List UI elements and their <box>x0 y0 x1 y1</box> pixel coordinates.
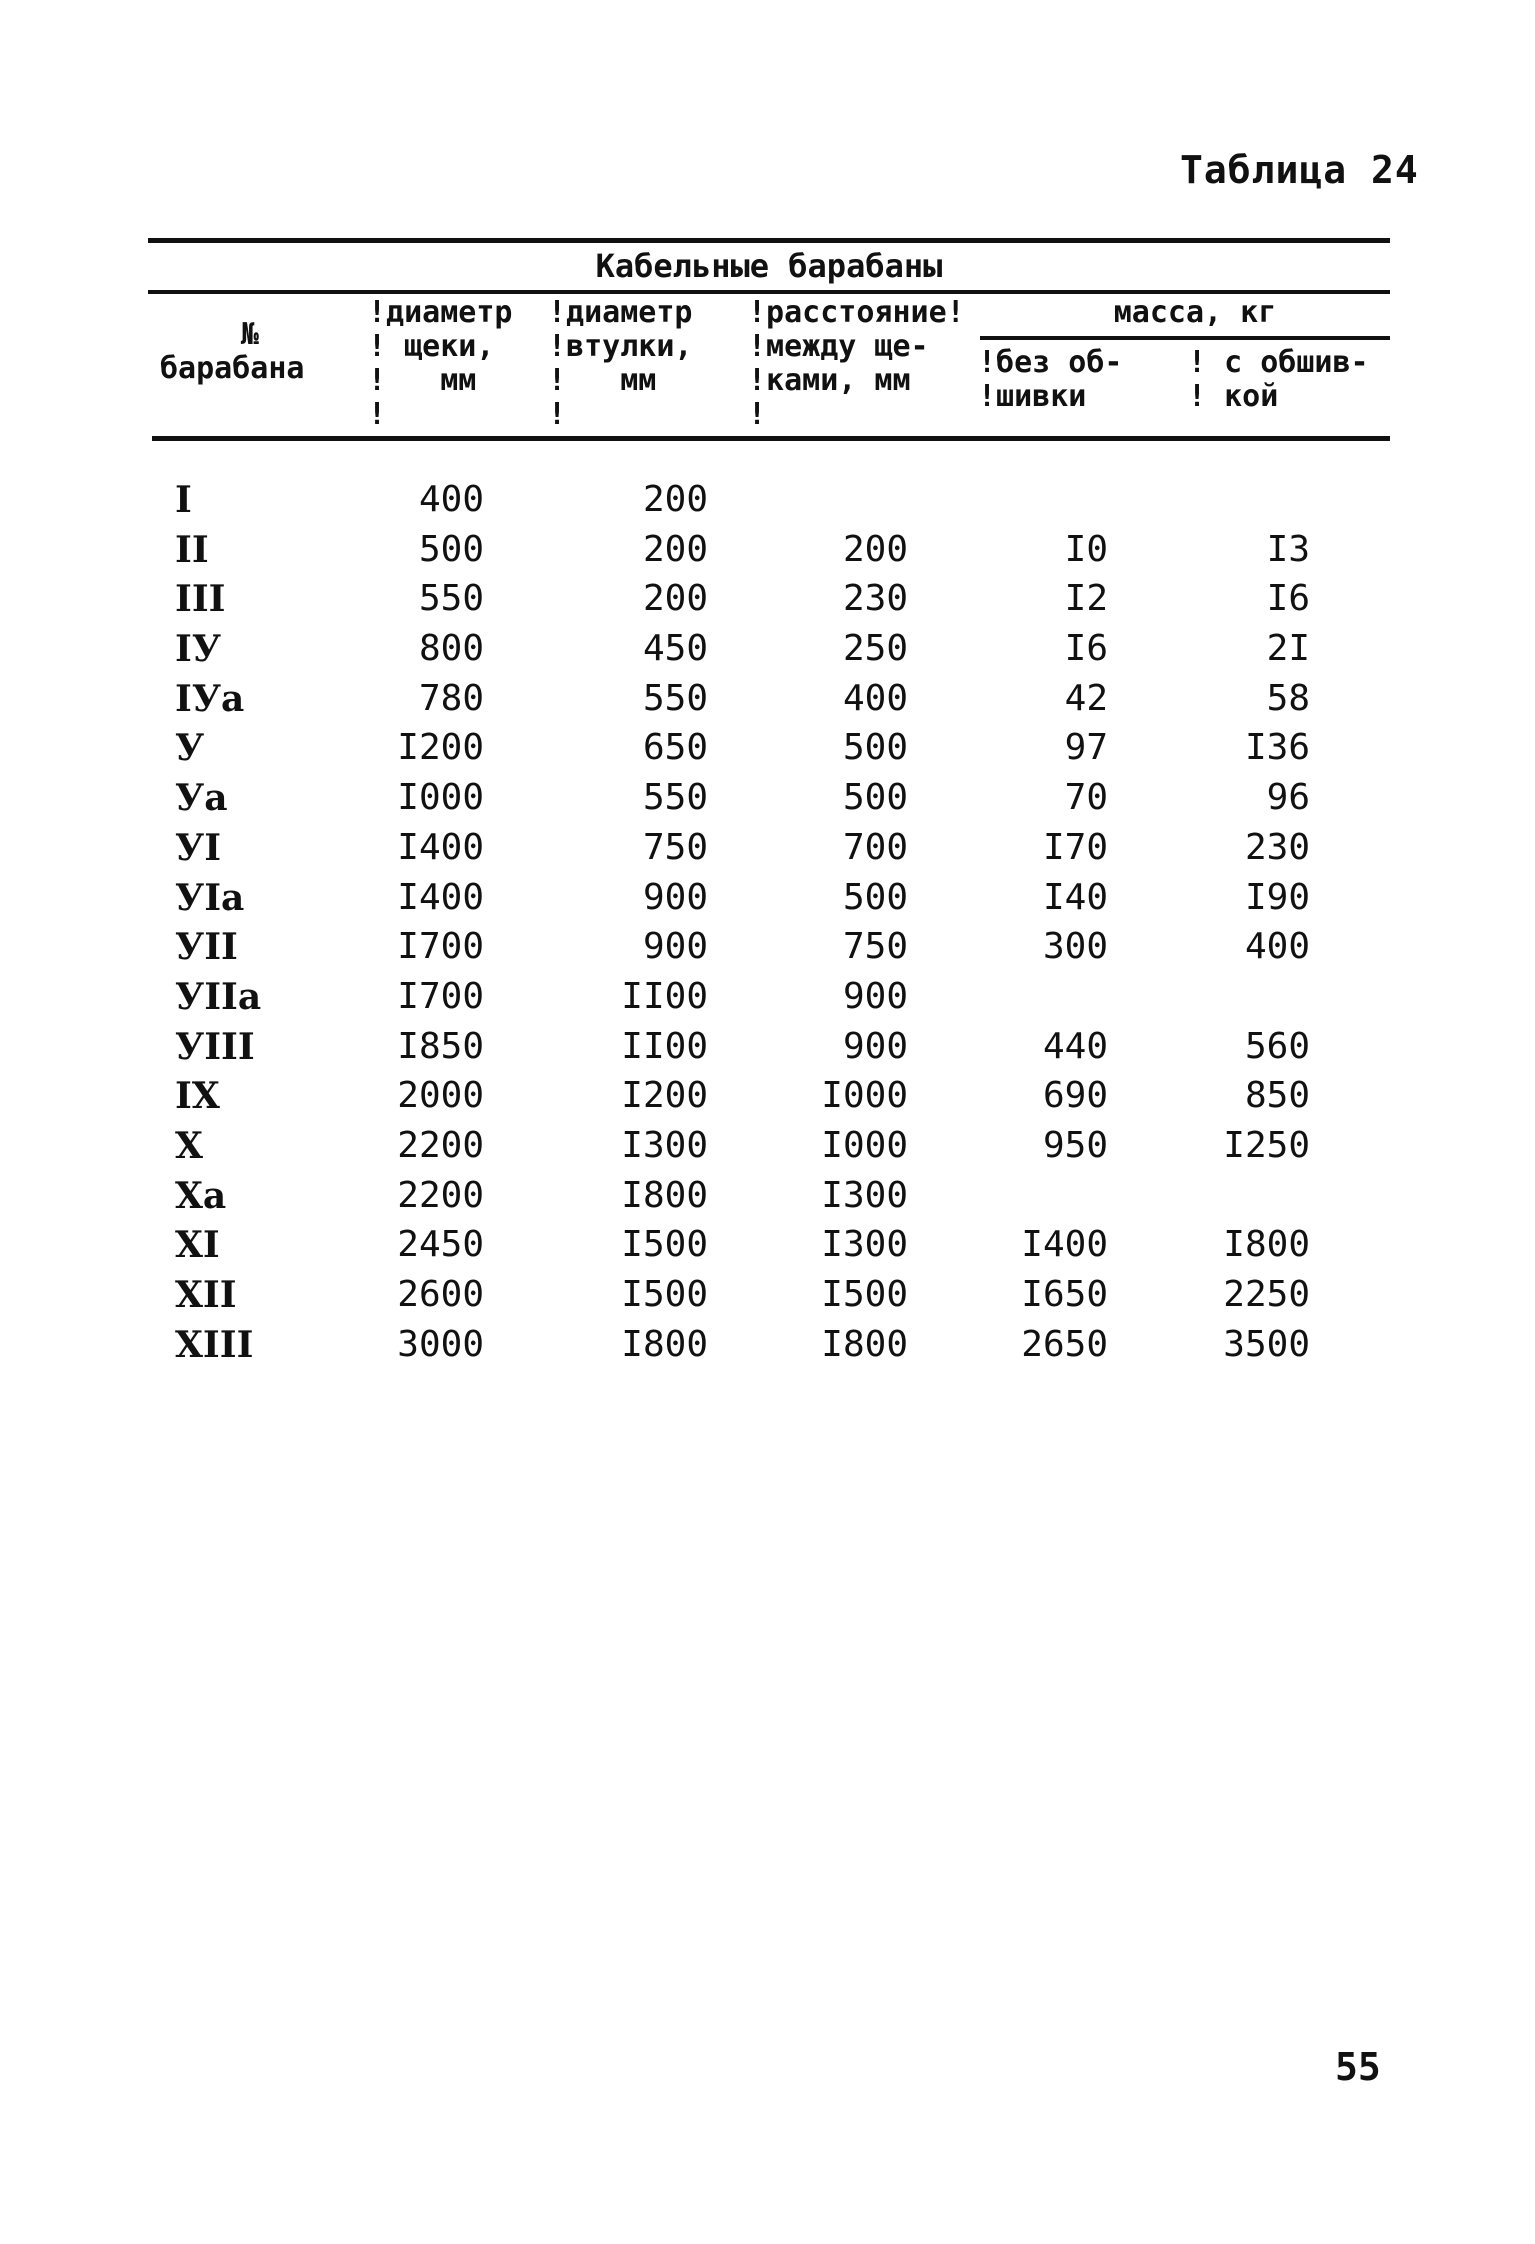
cell-cheek-distance: 250 <box>842 628 908 670</box>
cell-mass-without: 440 <box>1042 1025 1108 1067</box>
cell-mass-without: I0 <box>1064 528 1108 570</box>
cell-drum-number: У <box>175 727 205 770</box>
cell-sleeve-diameter: I300 <box>621 1124 708 1166</box>
cell-cheek-diameter: 550 <box>418 578 484 620</box>
cell-cheek-distance: 750 <box>842 926 908 968</box>
cell-drum-number: УII <box>175 926 238 969</box>
table-row <box>0 773 1535 823</box>
cell-mass-with: 2I <box>1266 628 1310 670</box>
cell-sleeve-diameter: I500 <box>621 1274 708 1315</box>
header-bottom-rule <box>152 436 1390 441</box>
table-row <box>0 624 1535 674</box>
cell-cheek-distance: I000 <box>821 1124 908 1166</box>
cell-cheek-diameter: I850 <box>397 1025 484 1067</box>
cell-mass-without: 950 <box>1042 1124 1108 1166</box>
table-row <box>0 1022 1535 1072</box>
cell-mass-without: 300 <box>1042 926 1108 968</box>
cell-drum-number: XII <box>175 1274 237 1316</box>
cell-drum-number: X <box>175 1124 203 1167</box>
cell-cheek-diameter: I400 <box>397 876 484 918</box>
cell-mass-with: I250 <box>1223 1124 1310 1166</box>
cell-sleeve-diameter: 650 <box>642 727 708 769</box>
cell-cheek-diameter: 2200 <box>397 1124 484 1166</box>
cell-mass-with: 560 <box>1244 1025 1310 1067</box>
cell-cheek-distance: 230 <box>842 578 908 620</box>
cell-mass-with: 3500 <box>1223 1323 1310 1365</box>
cell-cheek-distance: 700 <box>842 826 908 868</box>
table-row <box>0 1320 1535 1370</box>
cell-mass-without: I70 <box>1042 826 1108 868</box>
cell-drum-number: IУ <box>175 628 222 671</box>
table-row <box>0 475 1535 525</box>
table-row <box>0 574 1535 624</box>
cell-mass-without: 70 <box>1064 777 1108 819</box>
cell-mass-without: 97 <box>1064 727 1108 769</box>
cell-mass-without: 2650 <box>1021 1323 1108 1365</box>
cell-cheek-distance: 500 <box>842 727 908 769</box>
table-caption: Кабельные барабаны <box>595 247 943 285</box>
cell-mass-with: I6 <box>1266 578 1310 620</box>
cell-cheek-diameter: 2600 <box>397 1274 484 1315</box>
table-row <box>0 525 1535 575</box>
header-cheek-diameter: !диаметр ! щеки, ! мм ! <box>368 295 513 432</box>
table-row <box>0 873 1535 923</box>
table-row <box>0 723 1535 773</box>
cell-cheek-distance: I800 <box>821 1323 908 1365</box>
table-row <box>0 972 1535 1022</box>
table-top-rule <box>148 238 1390 243</box>
cell-drum-number: XI <box>175 1224 220 1267</box>
cell-mass-without: I650 <box>1021 1274 1108 1315</box>
cell-cheek-diameter: 800 <box>418 628 484 670</box>
cell-sleeve-diameter: 550 <box>642 677 708 719</box>
cell-drum-number: УIа <box>175 876 245 919</box>
header-mass-with-sheathing: ! с обшив- ! кой <box>1188 345 1369 414</box>
header-sleeve-diameter: !диаметр !втулки, ! мм ! <box>548 295 693 432</box>
cell-cheek-distance: I500 <box>821 1274 908 1315</box>
table-row <box>0 1071 1535 1121</box>
cell-mass-without: I400 <box>1021 1224 1108 1266</box>
cell-sleeve-diameter: 200 <box>642 528 708 570</box>
cell-mass-with: I800 <box>1223 1224 1310 1266</box>
cell-cheek-diameter: 2450 <box>397 1224 484 1266</box>
header-drum-number-sign: № <box>240 317 260 352</box>
cell-mass-without: 42 <box>1064 677 1108 719</box>
cell-cheek-diameter: I000 <box>397 777 484 819</box>
cell-mass-without: I2 <box>1064 578 1108 620</box>
table-row <box>0 1220 1535 1270</box>
cell-cheek-distance: 200 <box>842 528 908 570</box>
cell-mass-with: 96 <box>1266 777 1310 819</box>
table-body <box>0 475 1535 1369</box>
cell-mass-with: I90 <box>1244 876 1310 918</box>
cell-drum-number: XIII <box>175 1323 254 1366</box>
cell-drum-number: УIII <box>175 1025 255 1068</box>
cell-cheek-diameter: 500 <box>418 528 484 570</box>
cell-sleeve-diameter: 200 <box>642 578 708 620</box>
cell-cheek-distance: I300 <box>821 1174 908 1216</box>
cell-mass-with: 58 <box>1266 677 1310 719</box>
cell-mass-with: 400 <box>1244 926 1310 968</box>
page-number: 55 <box>1335 2045 1381 2089</box>
mass-subheader-rule <box>980 336 1390 340</box>
table-label: Таблица 24 <box>1180 148 1419 192</box>
cell-sleeve-diameter: I800 <box>621 1323 708 1365</box>
cell-drum-number: II <box>175 528 209 571</box>
header-mass: масса, кг <box>1113 295 1277 330</box>
cell-cheek-distance: 500 <box>842 777 908 819</box>
cell-sleeve-diameter: II00 <box>621 975 708 1017</box>
cell-mass-with: 850 <box>1244 1075 1310 1117</box>
cell-sleeve-diameter: 200 <box>642 479 708 520</box>
cell-drum-number: I <box>175 479 192 521</box>
cell-drum-number: IУа <box>175 677 245 720</box>
cell-cheek-diameter: 2000 <box>397 1075 484 1117</box>
cell-sleeve-diameter: 900 <box>642 876 708 918</box>
cell-cheek-distance: I300 <box>821 1224 908 1266</box>
cell-cheek-distance: 500 <box>842 876 908 918</box>
cell-mass-with: 230 <box>1244 826 1310 868</box>
header-cheek-distance: !расстояние! !между ще- !ками, мм ! <box>748 295 965 432</box>
cell-cheek-diameter: 3000 <box>397 1323 484 1365</box>
cell-cheek-diameter: 2200 <box>397 1174 484 1216</box>
table-row <box>0 1270 1535 1320</box>
cell-sleeve-diameter: 550 <box>642 777 708 819</box>
cell-cheek-diameter: I700 <box>397 926 484 968</box>
cell-drum-number: Xа <box>175 1174 227 1217</box>
cell-drum-number: УI <box>175 826 222 869</box>
cell-drum-number: УIIа <box>175 975 262 1018</box>
cell-sleeve-diameter: I200 <box>621 1075 708 1117</box>
header-drum-number: барабана <box>160 351 305 386</box>
cell-cheek-diameter: I200 <box>397 727 484 769</box>
cell-mass-with: I3 <box>1266 528 1310 570</box>
cell-drum-number: III <box>175 578 226 621</box>
header-mass-without-sheathing: !без об- !шивки <box>978 345 1123 414</box>
cell-cheek-diameter: 780 <box>418 677 484 719</box>
cell-cheek-distance: 900 <box>842 975 908 1017</box>
caption-rule <box>148 290 1390 294</box>
table-row <box>0 1121 1535 1171</box>
cell-cheek-distance: 400 <box>842 677 908 719</box>
cell-mass-without: 690 <box>1042 1075 1108 1117</box>
cell-mass-without: I40 <box>1042 876 1108 918</box>
cell-sleeve-diameter: I800 <box>621 1174 708 1216</box>
cell-mass-without: I6 <box>1064 628 1108 670</box>
cell-sleeve-diameter: 750 <box>642 826 708 868</box>
cell-sleeve-diameter: II00 <box>621 1025 708 1067</box>
cell-cheek-diameter: I400 <box>397 826 484 868</box>
table-row <box>0 823 1535 873</box>
cell-sleeve-diameter: I500 <box>621 1224 708 1266</box>
cell-sleeve-diameter: 450 <box>642 628 708 670</box>
cell-cheek-distance: I000 <box>821 1075 908 1117</box>
table-row <box>0 674 1535 724</box>
cell-drum-number: Уа <box>175 777 228 820</box>
cell-cheek-distance: 900 <box>842 1025 908 1067</box>
cell-cheek-diameter: 400 <box>418 479 484 520</box>
table-row <box>0 922 1535 972</box>
cell-drum-number: IX <box>175 1075 220 1118</box>
cell-mass-with: I36 <box>1244 727 1310 769</box>
cell-cheek-diameter: I700 <box>397 975 484 1017</box>
cell-mass-with: 2250 <box>1223 1274 1310 1315</box>
cell-sleeve-diameter: 900 <box>642 926 708 968</box>
table-row <box>0 1171 1535 1221</box>
